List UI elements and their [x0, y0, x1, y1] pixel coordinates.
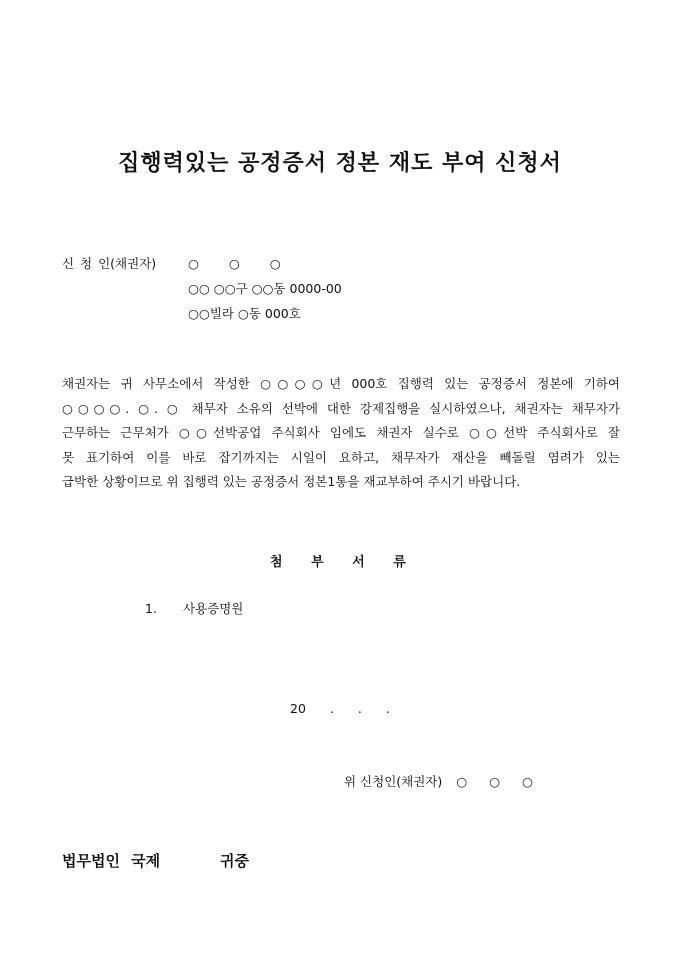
body-line-5: 급박한 상황이므로 위 집행력 있는 공정증서 정본1통을 재교부하여 주시기 바랍니다. [62, 474, 521, 489]
applicant-address-row-2 [62, 305, 342, 330]
attachment-number: 1. [145, 601, 157, 616]
body-line-4: 못 표기하여 이를 바로 잡기까지는 시일이 요하고, 채무자가 재산을 빼돌릴 염려가 있는 [62, 449, 620, 465]
document-title: 집행력있는 공정증서 정본 재도 부여 신청서 [118, 150, 562, 176]
body-line-3: 근무하는 근무처가 ○○선박공업 주식회사 임에도 채권자 실수로 ○○선박 주식회사로 잘 [62, 425, 620, 440]
body-line-1: 채권자는 귀 사무소에서 작성한 ○○○○년 000호 집행력 있는 공정증서 정본에 기하여 [62, 376, 620, 391]
body-line-2: ○○○○. ○. ○ 채무자 소유의 선박에 대한 강제집행을 실시하였으나, 채권자는 채무자가 [62, 400, 620, 416]
request-body [62, 372, 620, 495]
applicant-address-row-1 [62, 280, 342, 305]
recipient-suffix: 귀중 [220, 852, 249, 870]
attachment-item [145, 599, 243, 617]
applicant-address-line2: ○○빌라 ○동 000호 [188, 306, 301, 321]
attachment-name: 사용증명원 [183, 601, 244, 616]
signer-block [344, 772, 533, 790]
application-date: 20 . . . [290, 701, 390, 716]
applicant-row [62, 255, 342, 280]
signer-label: 위 신청인(채권자) [344, 774, 443, 789]
attachments-heading: 첨 부 서 류 [270, 555, 406, 570]
applicant-block [62, 255, 342, 330]
signer-name: ○ ○ ○ [456, 774, 533, 789]
applicant-name: ○ ○ ○ [188, 256, 281, 271]
applicant-address-line1: ○○ ○○구 ○○동 0000-00 [188, 281, 342, 296]
recipient-firm: 법무법인 국제 [62, 852, 161, 870]
applicant-label: 신 청 인(채권자) [62, 256, 157, 271]
recipient-block [62, 850, 249, 871]
